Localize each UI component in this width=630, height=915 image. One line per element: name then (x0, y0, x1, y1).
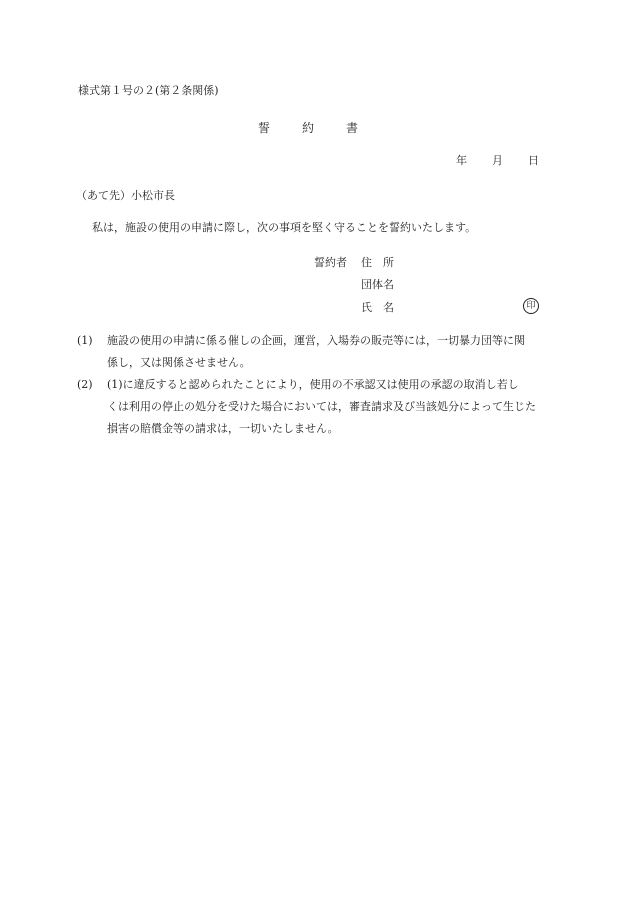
address-label: 住 所 (361, 256, 394, 269)
pledge-statement: 私は，施設の使用の申請に際し，次の事項を堅く守ることを誓約いたします。 (92, 221, 477, 234)
condition-line: 損害の賠償金等の請求は，一切いたしません。 (107, 422, 339, 435)
form-number-label: 様式第１号の２(第２条関係) (78, 84, 219, 97)
title-char: 書 (346, 121, 359, 135)
document-title (258, 120, 358, 136)
condition-item (77, 374, 557, 440)
name-label: 氏 名 (361, 301, 394, 314)
title-char: 約 (302, 121, 315, 135)
addressee: （あて先）小松市長 (76, 189, 175, 202)
date-day-label: 日 (528, 154, 539, 167)
date-month-label: 月 (492, 154, 503, 167)
condition-number: (1) (77, 334, 93, 347)
date-year-label: 年 (456, 154, 467, 167)
condition-line: 係し，又は関係させません。 (107, 356, 251, 369)
condition-line: 施設の使用の申請に係る催しの企画，運営，入場券の販売等には，一切暴力団等に関 (107, 334, 525, 347)
condition-text (77, 374, 557, 440)
date-line (456, 153, 539, 169)
condition-text (77, 330, 557, 374)
condition-line: (1)に違反すると認められたことにより，使用の不承認又は使用の承認の取消し若し (107, 378, 519, 391)
pledger-label: 誓約者 (314, 256, 347, 269)
seal-mark: 印 (523, 298, 539, 314)
title-char: 誓 (258, 121, 271, 135)
condition-item (77, 330, 557, 374)
condition-line: くは利用の停止の処分を受けた場合においては，審査請求及び当該処分によって生じた (107, 400, 536, 413)
condition-number: (2) (77, 378, 93, 391)
organization-label: 団体名 (361, 278, 394, 291)
